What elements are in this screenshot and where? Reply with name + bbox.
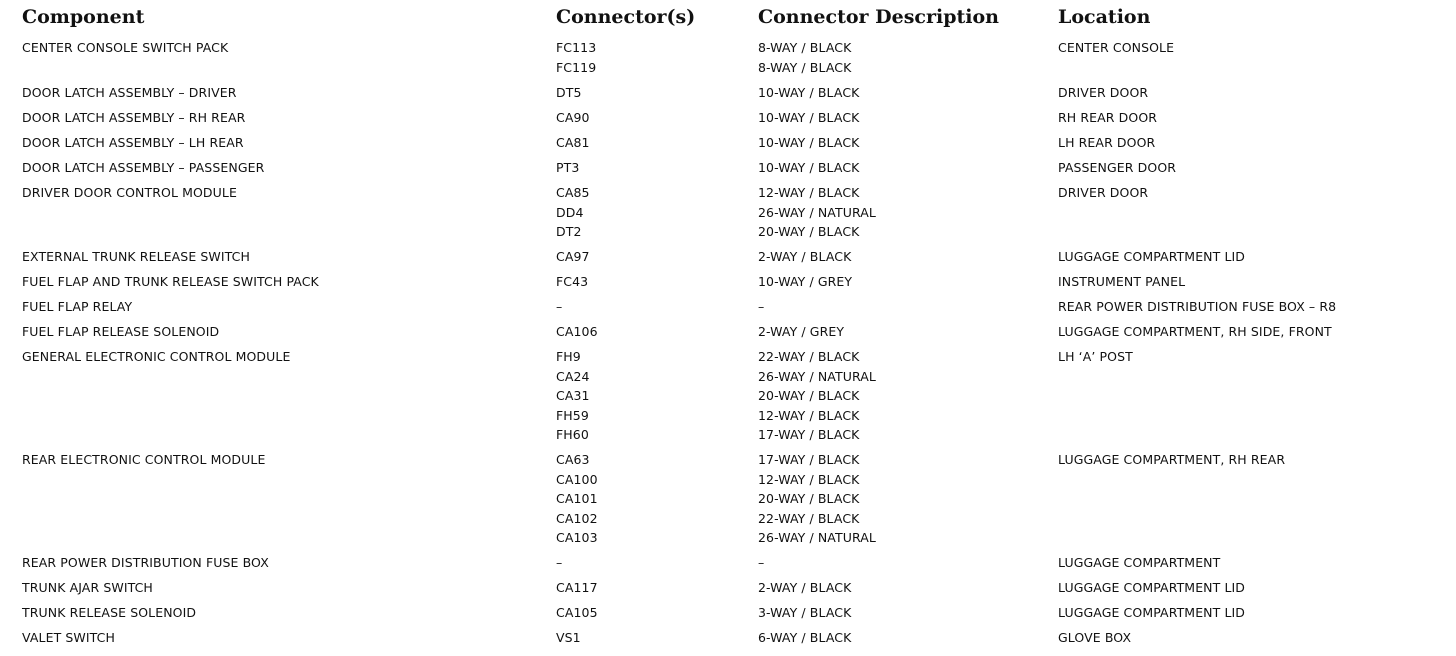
component-location: LUGGAGE COMPARTMENT, RH SIDE, FRONT bbox=[1058, 324, 1332, 339]
connector-id: PT3 bbox=[556, 160, 580, 175]
connector-list bbox=[556, 553, 562, 573]
connector-id: DD4 bbox=[556, 204, 584, 220]
component-location: LUGGAGE COMPARTMENT bbox=[1058, 555, 1221, 570]
component-name: EXTERNAL TRUNK RELEASE SWITCH bbox=[22, 249, 251, 264]
header-connectors: Connector(s) bbox=[556, 6, 696, 28]
connector-description: 20-WAY / BLACK bbox=[758, 388, 860, 403]
connector-description: 12-WAY / BLACK bbox=[758, 185, 860, 200]
connector-id: DT5 bbox=[556, 85, 582, 100]
connector-description: 2-WAY / GREY bbox=[758, 324, 845, 339]
connector-description: 26-WAY / NATURAL bbox=[758, 368, 876, 384]
connector-list bbox=[556, 297, 562, 317]
connector-description-list bbox=[758, 297, 764, 317]
connector-id: CA101 bbox=[556, 491, 598, 506]
connector-description: 8-WAY / BLACK bbox=[758, 59, 852, 75]
connector-id: CA63 bbox=[556, 452, 590, 467]
connector-description: 12-WAY / BLACK bbox=[758, 407, 860, 423]
connector-description-list bbox=[758, 133, 859, 153]
connector-description: 17-WAY / BLACK bbox=[758, 452, 860, 467]
header-location: Location bbox=[1058, 6, 1151, 28]
connector-id: CA97 bbox=[556, 249, 590, 264]
connector-description-list bbox=[758, 108, 859, 128]
component-name: TRUNK RELEASE SOLENOID bbox=[22, 605, 197, 620]
connector-id: CA31 bbox=[556, 388, 590, 403]
component-location: LUGGAGE COMPARTMENT LID bbox=[1058, 249, 1246, 264]
connector-id: CA90 bbox=[556, 110, 590, 125]
connector-id: CA100 bbox=[556, 471, 598, 487]
component-name: DOOR LATCH ASSEMBLY – DRIVER bbox=[22, 85, 237, 100]
connector-list bbox=[556, 133, 590, 153]
connector-id: CA102 bbox=[556, 510, 598, 526]
component-location: LH REAR DOOR bbox=[1058, 135, 1156, 150]
component-location: DRIVER DOOR bbox=[1058, 85, 1149, 100]
connector-list bbox=[556, 628, 581, 648]
connector-description: 20-WAY / BLACK bbox=[758, 224, 860, 239]
connector-description-list bbox=[758, 38, 851, 77]
connector-description: 2-WAY / BLACK bbox=[758, 249, 852, 264]
component-name: GENERAL ELECTRONIC CONTROL MODULE bbox=[22, 349, 291, 364]
connector-description-list bbox=[758, 83, 859, 103]
component-name: DOOR LATCH ASSEMBLY – RH REAR bbox=[22, 110, 246, 125]
component-location: LUGGAGE COMPARTMENT LID bbox=[1058, 580, 1246, 595]
component-name: DOOR LATCH ASSEMBLY – PASSENGER bbox=[22, 160, 265, 175]
component-location: LH ‘A’ POST bbox=[1058, 349, 1133, 364]
connector-id: CA106 bbox=[556, 324, 598, 339]
component-name: DRIVER DOOR CONTROL MODULE bbox=[22, 185, 237, 200]
component-location: LUGGAGE COMPARTMENT LID bbox=[1058, 605, 1246, 620]
component-location: REAR POWER DISTRIBUTION FUSE BOX – R8 bbox=[1058, 299, 1337, 314]
connector-id: CA24 bbox=[556, 368, 590, 384]
connector-description-list bbox=[758, 628, 851, 648]
connector-description-list bbox=[758, 578, 851, 598]
connector-list bbox=[556, 183, 590, 242]
component-name: DOOR LATCH ASSEMBLY – LH REAR bbox=[22, 135, 244, 150]
component-name: TRUNK AJAR SWITCH bbox=[22, 580, 153, 595]
component-location: RH REAR DOOR bbox=[1058, 110, 1158, 125]
connector-description: 12-WAY / BLACK bbox=[758, 471, 860, 487]
connector-description-list bbox=[758, 553, 764, 573]
connector-id: FC43 bbox=[556, 274, 589, 289]
connector-description: 26-WAY / NATURAL bbox=[758, 204, 876, 220]
connector-description: 26-WAY / NATURAL bbox=[758, 530, 876, 545]
header-connector-description: Connector Description bbox=[758, 6, 999, 28]
component-name: FUEL FLAP AND TRUNK RELEASE SWITCH PACK bbox=[22, 274, 319, 289]
connector-description: 10-WAY / GREY bbox=[758, 274, 853, 289]
connector-description: 6-WAY / BLACK bbox=[758, 630, 852, 645]
connector-description: 22-WAY / BLACK bbox=[758, 349, 860, 364]
connector-list bbox=[556, 272, 588, 292]
connector-list bbox=[556, 578, 598, 598]
connector-list bbox=[556, 158, 579, 178]
connector-list bbox=[556, 108, 590, 128]
component-location: PASSENGER DOOR bbox=[1058, 160, 1177, 175]
component-location: INSTRUMENT PANEL bbox=[1058, 274, 1186, 289]
connector-list bbox=[556, 83, 582, 103]
connector-id: FC113 bbox=[556, 40, 597, 55]
connector-list bbox=[556, 347, 590, 445]
connector-id: DT2 bbox=[556, 224, 582, 239]
connector-description-list bbox=[758, 322, 844, 342]
header-component: Component bbox=[22, 6, 145, 28]
component-name: REAR POWER DISTRIBUTION FUSE BOX bbox=[22, 555, 269, 570]
component-location: GLOVE BOX bbox=[1058, 630, 1132, 645]
connector-description: 10-WAY / BLACK bbox=[758, 160, 860, 175]
connector-description-list bbox=[758, 347, 876, 445]
component-location: DRIVER DOOR bbox=[1058, 185, 1149, 200]
connector-description-list bbox=[758, 450, 876, 548]
connector-description: 20-WAY / BLACK bbox=[758, 491, 860, 506]
component-name: FUEL FLAP RELEASE SOLENOID bbox=[22, 324, 220, 339]
connector-description: 10-WAY / BLACK bbox=[758, 85, 860, 100]
component-name: VALET SWITCH bbox=[22, 630, 115, 645]
connector-description: 3-WAY / BLACK bbox=[758, 605, 852, 620]
connector-id: CA105 bbox=[556, 605, 598, 620]
connector-description-list bbox=[758, 603, 851, 623]
component-name: FUEL FLAP RELAY bbox=[22, 299, 133, 314]
connector-id: CA103 bbox=[556, 530, 598, 545]
connector-list bbox=[556, 322, 598, 342]
connector-description-list bbox=[758, 272, 852, 292]
connector-list bbox=[556, 603, 598, 623]
connector-description: – bbox=[758, 555, 765, 570]
connector-list bbox=[556, 38, 596, 77]
connector-id: CA85 bbox=[556, 185, 590, 200]
connector-id: FC119 bbox=[556, 59, 597, 75]
connector-description: 8-WAY / BLACK bbox=[758, 40, 852, 55]
connector-description: 2-WAY / BLACK bbox=[758, 580, 852, 595]
connector-id: CA81 bbox=[556, 135, 590, 150]
connector-description: 17-WAY / BLACK bbox=[758, 427, 860, 442]
connector-description: 10-WAY / BLACK bbox=[758, 135, 860, 150]
connector-list bbox=[556, 247, 590, 267]
connector-list bbox=[556, 450, 598, 548]
component-name: REAR ELECTRONIC CONTROL MODULE bbox=[22, 452, 266, 467]
component-location: CENTER CONSOLE bbox=[1058, 40, 1175, 55]
connector-id: FH59 bbox=[556, 407, 589, 423]
connector-id: – bbox=[556, 555, 563, 570]
connector-description: 10-WAY / BLACK bbox=[758, 110, 860, 125]
component-location: LUGGAGE COMPARTMENT, RH REAR bbox=[1058, 452, 1286, 467]
connector-description-list bbox=[758, 158, 859, 178]
connector-description: 22-WAY / BLACK bbox=[758, 510, 860, 526]
connector-id: CA117 bbox=[556, 580, 598, 595]
component-name: CENTER CONSOLE SWITCH PACK bbox=[22, 40, 229, 55]
connector-id: – bbox=[556, 299, 563, 314]
connector-description-list bbox=[758, 183, 876, 242]
connector-id: FH9 bbox=[556, 349, 581, 364]
connector-id: FH60 bbox=[556, 427, 589, 442]
connector-id: VS1 bbox=[556, 630, 581, 645]
connector-description-list bbox=[758, 247, 851, 267]
connector-description: – bbox=[758, 299, 765, 314]
